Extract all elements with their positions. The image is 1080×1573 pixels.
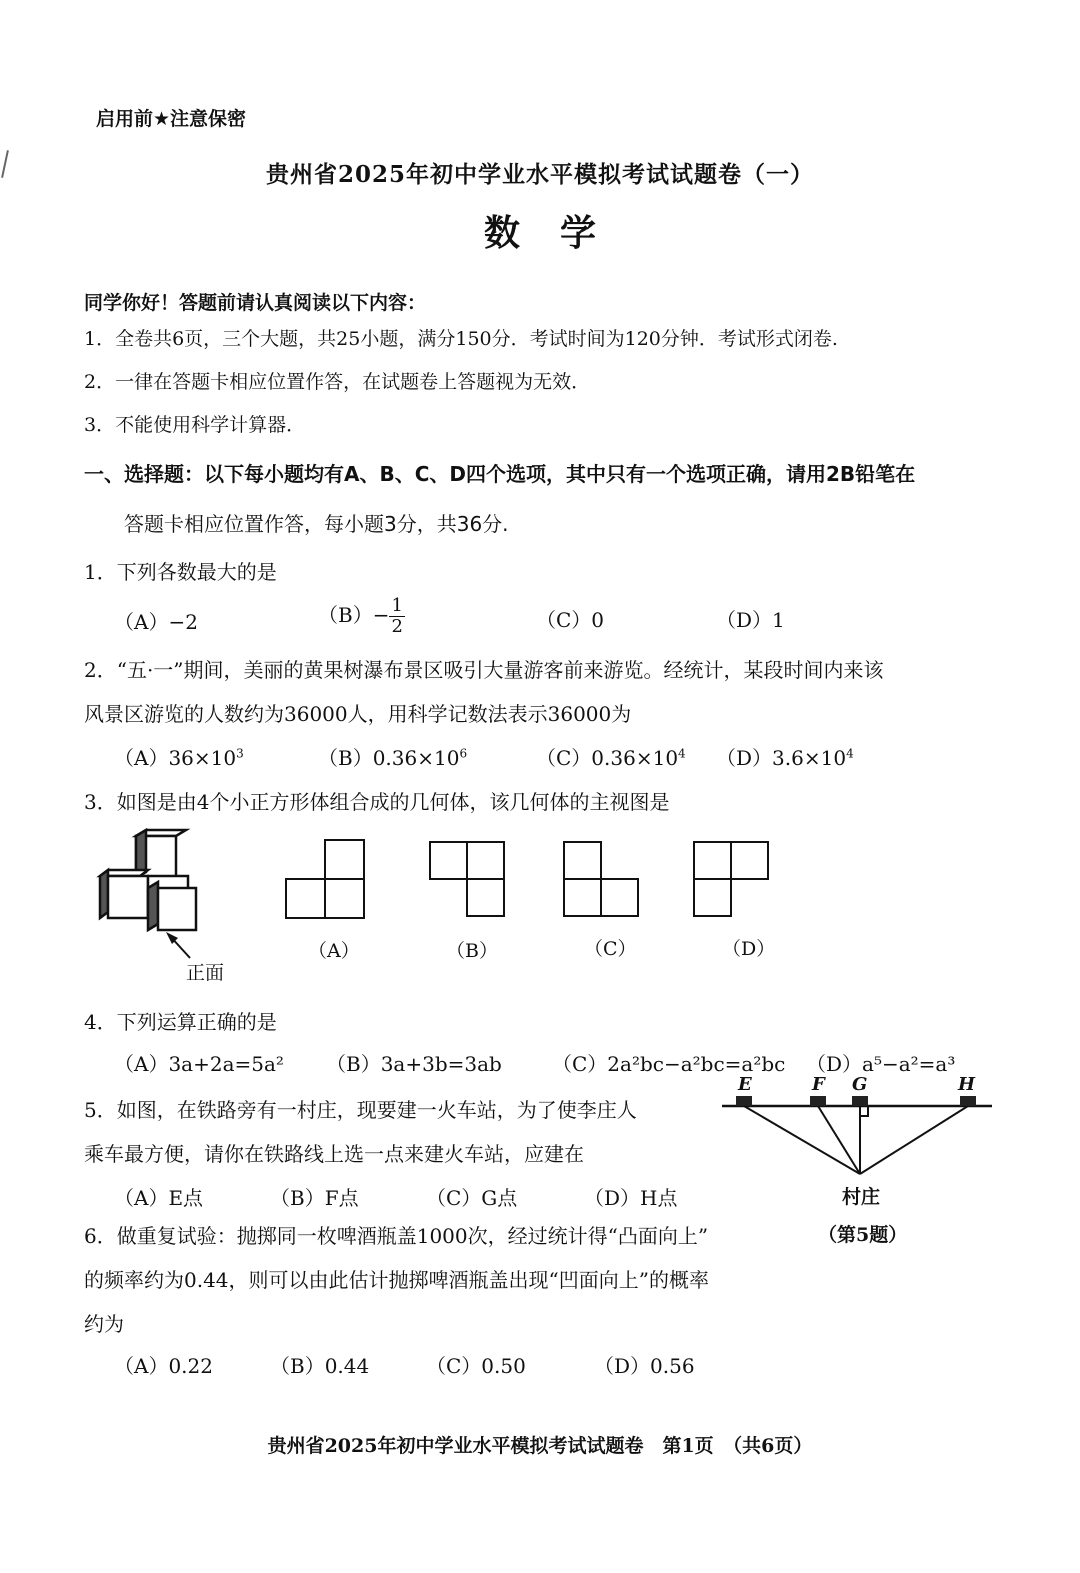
right-cube-front-face [158, 888, 196, 930]
station-h-marker [960, 1096, 976, 1106]
q4-option-a: （A）3a+2a=5a² [114, 1052, 284, 1076]
notice-item-2: 2．一律在答题卡相应位置作答，在试题卷上答题视为无效． [84, 371, 591, 393]
q4-stem: 4．下列运算正确的是 [84, 1010, 277, 1034]
q5-label-f: F [812, 1074, 825, 1095]
q4-option-c: （C）2a²bc−a²bc=a²bc [552, 1052, 786, 1076]
right-angle-mark [860, 1106, 868, 1116]
q6-option-b: （B）0.44 [270, 1354, 370, 1378]
q3-label-b: （B） [446, 940, 498, 962]
q1-option-c: （C）0 [536, 608, 605, 632]
line-f-village [818, 1106, 860, 1174]
station-e-marker [736, 1096, 752, 1106]
q5-label-h: H [958, 1074, 976, 1095]
q2-option-a-exp: 3 [236, 746, 244, 761]
q6-line3: 约为 [84, 1312, 124, 1336]
q2-option-a-base: （A）36×10 [114, 746, 237, 770]
notice-item-3: 3．不能使用科学计算器． [84, 414, 306, 436]
q5-line2: 乘车最方便，请你在铁路线上选一点来建火车站，应建在 [84, 1142, 584, 1166]
q2-option-b-exp: 6 [459, 746, 468, 761]
left-cube-front-face [108, 876, 148, 918]
q4-option-b: （B）3a+3b=3ab [326, 1052, 502, 1076]
q2-option-d-base: （D）3.6×10 [716, 746, 847, 770]
q5-line1: 5．如图，在铁路旁有一村庄，现要建一火车站，为了使李庄人 [84, 1098, 637, 1122]
q4-option-d: （D）a⁵−a²=a³ [806, 1052, 956, 1076]
q1-fraction-denominator: 2 [391, 616, 403, 637]
q2-option-d-exp: 4 [846, 746, 854, 761]
subject-title: 数学 [483, 212, 636, 254]
section1-heading: 一、选择题：以下每小题均有A、B、C、D四个选项，其中只有一个选项正确，请用2B铅笔在 [84, 462, 916, 486]
q2-option-c-base: （C）0.36×10 [536, 746, 679, 770]
q3-front-label: 正面 [186, 962, 225, 984]
q5-option-d: （D）H点 [584, 1186, 678, 1210]
q5-option-c: （C）G点 [426, 1186, 518, 1210]
notice-item-1: 1．全卷共6页，三个大题，共25小题，满分150分．考试时间为120分钟．考试形式闭卷. [84, 328, 838, 350]
q3-view-a [284, 838, 368, 922]
q5-village-label: 村庄 [842, 1186, 881, 1208]
q3-view-d [692, 840, 776, 924]
q1-option-a: （A）−2 [114, 610, 198, 634]
station-g-marker [852, 1096, 868, 1106]
q3-stem: 3．如图是由4个小正方形体组合成的几何体，该几何体的主视图是 [84, 790, 670, 814]
q2-option-b-base: （B）0.36×10 [318, 746, 460, 770]
confidential-notice: 启用前★注意保密 [96, 108, 247, 130]
q6-line2: 的频率约为0.44，则可以由此估计抛掷啤酒瓶盖出现“凹面向上”的概率 [84, 1268, 709, 1292]
q5-label-e: E [738, 1074, 752, 1095]
q1-option-b-prefix: （B）− [318, 603, 390, 627]
q2-option-d [716, 742, 854, 771]
q1-option-d: （D）1 [716, 608, 785, 632]
q6-option-a: （A）0.22 [114, 1354, 213, 1378]
line-e-village [744, 1106, 860, 1174]
q3-view-c [562, 840, 646, 924]
q5-option-b: （B）F点 [270, 1186, 359, 1210]
q1-fraction [389, 596, 404, 637]
page-footer: 贵州省2025年初中学业水平模拟考试试题卷 第1页 （共6页） [267, 1435, 813, 1457]
q3-label-d: （D） [722, 938, 776, 960]
q2-option-c-exp: 4 [678, 746, 686, 761]
q3-label-c: （C） [584, 938, 637, 960]
right-cube-left-face [148, 882, 158, 930]
q6-line1: 6．做重复试验：抛掷同一枚啤酒瓶盖1000次，经过统计得“凸面向上” [84, 1224, 709, 1248]
q2-line1: 2．“五·一”期间，美丽的黄果树瀑布景区吸引大量游客前来游览。经统计，某段时间内来该 [84, 658, 884, 682]
notice-greeting: 同学你好！答题前请认真阅读以下内容： [84, 292, 427, 314]
q2-option-b [318, 742, 467, 771]
q1-stem: 1．下列各数最大的是 [84, 560, 277, 584]
q1-option-b [318, 596, 405, 637]
q6-option-c: （C）0.50 [426, 1354, 526, 1378]
q5-caption: （第5题） [818, 1224, 908, 1246]
q6-option-d: （D）0.56 [594, 1354, 695, 1378]
q1-fraction-numerator: 1 [391, 595, 403, 616]
q5-label-g: G [852, 1074, 868, 1095]
q2-option-a [114, 742, 244, 771]
q5-option-a: （A）E点 [114, 1186, 204, 1210]
line-h-village [860, 1106, 968, 1174]
station-f-marker [810, 1096, 826, 1106]
section1-heading-cont: 答题卡相应位置作答，每小题3分，共36分. [124, 512, 509, 536]
q2-option-c [536, 742, 686, 771]
q2-line2: 风景区游览的人数约为36000人，用科学记数法表示36000为 [84, 702, 632, 726]
q3-label-a: （A） [308, 940, 360, 962]
q3-view-b [428, 840, 512, 924]
exam-title: 贵州省2025年初中学业水平模拟考试试题卷（一） [265, 161, 814, 188]
